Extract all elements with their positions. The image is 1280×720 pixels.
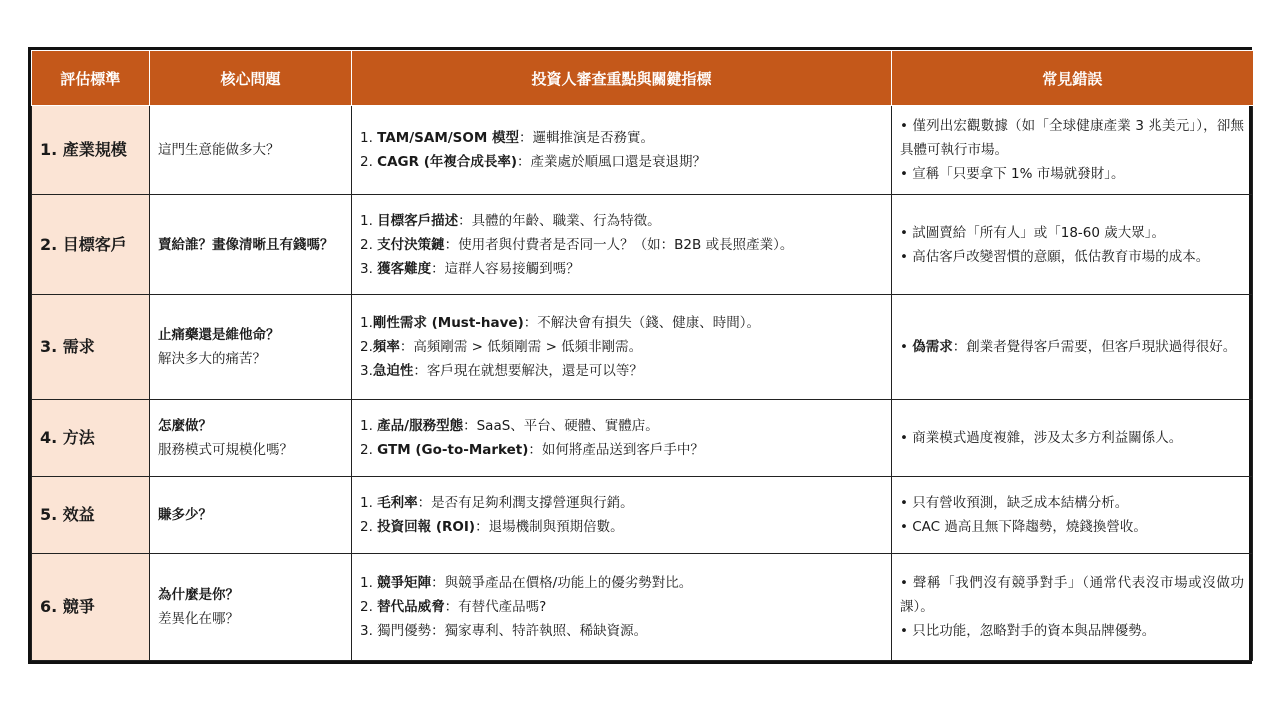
- focus-detail: ：SaaS、平台、硬體、實體店。: [463, 418, 659, 434]
- focus-line: [360, 233, 883, 257]
- question-line: 止痛藥還是維他命？: [158, 327, 280, 343]
- focus-keyword: 投資回報 (ROI): [377, 519, 476, 535]
- focus-detail: 獨門優勢：獨家專利、特許執照、稀缺資源。: [377, 623, 648, 639]
- question-line: 服務模式可規模化嗎？: [158, 442, 293, 458]
- table-row: [32, 400, 1253, 477]
- header-common-errors: 常見錯誤: [892, 51, 1253, 106]
- error-keyword: 偽需求: [912, 339, 953, 355]
- focus-index: 3.: [360, 260, 378, 277]
- bullet-icon: •: [900, 339, 913, 355]
- error-text: • 宣稱「只要拿下 1% 市場就發財」。: [900, 166, 1125, 182]
- focus-line: [360, 359, 883, 383]
- focus-line: [360, 571, 883, 595]
- criterion-cell: 2. 目標客戶: [32, 195, 150, 295]
- focus-line: [360, 311, 883, 335]
- focus-index: 2.: [360, 599, 378, 615]
- focus-index: 1.: [360, 130, 378, 146]
- common-errors-cell: [892, 195, 1253, 295]
- focus-line: [360, 595, 883, 619]
- focus-line: [360, 491, 883, 515]
- question-line: 差異化在哪？: [158, 611, 239, 627]
- header-row: [32, 51, 1253, 106]
- error-text: • 僅列出宏觀數據（如「全球健康產業 3 兆美元」），卻無具體可執行市場。: [900, 118, 1244, 158]
- header-investor-focus: 投資人審查重點與關鍵指標: [352, 51, 892, 106]
- table-row: [32, 295, 1253, 400]
- common-errors-cell: [892, 295, 1253, 400]
- table-row: [32, 477, 1253, 554]
- focus-detail: ：具體的年齡、職業、行為特徵。: [458, 212, 661, 229]
- focus-line: [360, 414, 883, 438]
- focus-index: 1.: [360, 315, 373, 331]
- focus-keyword: 急迫性: [372, 363, 414, 379]
- core-question-cell: [150, 477, 352, 554]
- focus-keyword: 獲客難度: [377, 260, 432, 277]
- focus-index: 2.: [360, 339, 373, 355]
- error-line: [900, 335, 1244, 359]
- focus-keyword: 支付決策鏈: [377, 236, 445, 253]
- investor-focus-cell: [352, 106, 892, 195]
- investor-focus-cell: [352, 554, 892, 661]
- error-line: [900, 114, 1244, 162]
- focus-keyword: 毛利率: [377, 495, 418, 511]
- criterion-cell: 6. 競爭: [32, 554, 150, 661]
- error-text: • 只比功能，忽略對手的資本與品牌優勢。: [900, 623, 1156, 639]
- error-line: [900, 426, 1244, 450]
- focus-index: 3.: [360, 363, 373, 379]
- error-line: [900, 619, 1244, 643]
- error-text: • 聲稱「我們沒有競爭對手」（通常代表沒市場或沒做功課）。: [900, 575, 1244, 615]
- focus-keyword: 競爭矩陣: [377, 575, 432, 591]
- evaluation-table: [28, 47, 1252, 664]
- focus-keyword: 剛性需求 (Must-have): [372, 315, 524, 331]
- error-text: • 只有營收預測，缺乏成本結構分析。: [900, 495, 1129, 511]
- error-line: [900, 515, 1244, 539]
- question-line: 解決多大的痛苦？: [158, 351, 266, 367]
- error-line: [900, 162, 1244, 186]
- criterion-cell: 4. 方法: [32, 400, 150, 477]
- error-line: [900, 221, 1244, 245]
- focus-keyword: 替代品威脅: [377, 599, 445, 615]
- question-line: 這門生意能做多大？: [158, 142, 280, 158]
- focus-detail: ：是否有足夠利潤支撐營運與行銷。: [417, 495, 634, 511]
- focus-line: [360, 209, 883, 233]
- focus-line: [360, 335, 883, 359]
- common-errors-cell: [892, 400, 1253, 477]
- focus-keyword: 產品/服務型態: [377, 418, 464, 434]
- common-errors-cell: [892, 477, 1253, 554]
- focus-index: 3.: [360, 623, 378, 639]
- error-text: ：創業者覺得客戶需要，但客戶現狀過得很好。: [952, 339, 1237, 355]
- focus-index: 2.: [360, 154, 378, 170]
- error-line: [900, 245, 1244, 269]
- investor-focus-cell: [352, 295, 892, 400]
- focus-line: [360, 150, 883, 174]
- criterion-cell: 3. 需求: [32, 295, 150, 400]
- header-core-question: 核心問題: [150, 51, 352, 106]
- core-question-cell: [150, 400, 352, 477]
- question-line: 賣給誰？畫像清晰且有錢嗎？: [158, 236, 334, 253]
- focus-keyword: 目標客戶描述: [377, 212, 459, 229]
- focus-index: 1.: [360, 575, 378, 591]
- error-text: • CAC 過高且無下降趨勢，燒錢換營收。: [900, 519, 1147, 535]
- focus-keyword: TAM/SAM/SOM 模型: [377, 130, 520, 146]
- error-text: • 商業模式過度複雜，涉及太多方利益關係人。: [900, 430, 1183, 446]
- focus-detail: ：不解決會有損失（錢、健康、時間）。: [523, 315, 760, 331]
- focus-detail: ：如何將產品送到客戶手中？: [528, 442, 704, 458]
- focus-keyword: CAGR (年複合成長率): [377, 154, 518, 170]
- focus-line: [360, 438, 883, 462]
- focus-line: [360, 619, 883, 643]
- table-row: [32, 554, 1253, 661]
- criterion-cell: 5. 效益: [32, 477, 150, 554]
- table-row: [32, 195, 1253, 295]
- focus-index: 1.: [360, 212, 378, 229]
- focus-index: 1.: [360, 418, 378, 434]
- investor-focus-cell: [352, 400, 892, 477]
- focus-detail: ：產業處於順風口還是衰退期？: [517, 154, 707, 170]
- focus-index: 2.: [360, 519, 378, 535]
- question-line: 怎麼做？: [158, 418, 212, 434]
- focus-detail: ：有替代產品嗎?: [444, 599, 547, 615]
- focus-detail: ：邏輯推演是否務實。: [519, 130, 655, 146]
- criteria-table: [31, 50, 1253, 661]
- core-question-cell: [150, 295, 352, 400]
- focus-index: 2.: [360, 236, 378, 253]
- focus-detail: ：客戶現在就想要解決，還是可以等？: [413, 363, 643, 379]
- focus-keyword: 頻率: [372, 339, 400, 355]
- question-line: 賺多少？: [158, 507, 212, 523]
- focus-keyword: GTM (Go-to-Market): [377, 442, 529, 458]
- core-question-cell: [150, 195, 352, 295]
- focus-line: [360, 515, 883, 539]
- focus-index: 1.: [360, 495, 378, 511]
- focus-detail: ：退場機制與預期倍數。: [475, 519, 624, 535]
- table-row: [32, 106, 1253, 195]
- core-question-cell: [150, 554, 352, 661]
- common-errors-cell: [892, 554, 1253, 661]
- focus-detail: ：使用者與付費者是否同一人？（如：B2B 或長照產業）。: [444, 236, 794, 253]
- table-body: [32, 106, 1253, 661]
- focus-detail: ：高頻剛需 > 低頻剛需 > 低頻非剛需。: [399, 339, 643, 355]
- core-question-cell: [150, 106, 352, 195]
- focus-detail: ：這群人容易接觸到嗎？: [431, 260, 580, 277]
- error-line: [900, 491, 1244, 515]
- focus-line: [360, 126, 883, 150]
- question-line: 為什麼是你？: [158, 587, 239, 603]
- investor-focus-cell: [352, 195, 892, 295]
- criterion-cell: 1. 產業規模: [32, 106, 150, 195]
- error-line: [900, 571, 1244, 619]
- focus-index: 2.: [360, 442, 378, 458]
- error-text: • 高估客戶改變習慣的意願，低估教育市場的成本。: [900, 248, 1210, 265]
- focus-detail: ：與競爭產品在價格/功能上的優劣勢對比。: [431, 575, 693, 591]
- investor-focus-cell: [352, 477, 892, 554]
- focus-line: [360, 257, 883, 281]
- error-text: • 試圖賣給「所有人」或「18-60 歲大眾」。: [900, 224, 1166, 241]
- header-criterion: 評估標準: [32, 51, 150, 106]
- common-errors-cell: [892, 106, 1253, 195]
